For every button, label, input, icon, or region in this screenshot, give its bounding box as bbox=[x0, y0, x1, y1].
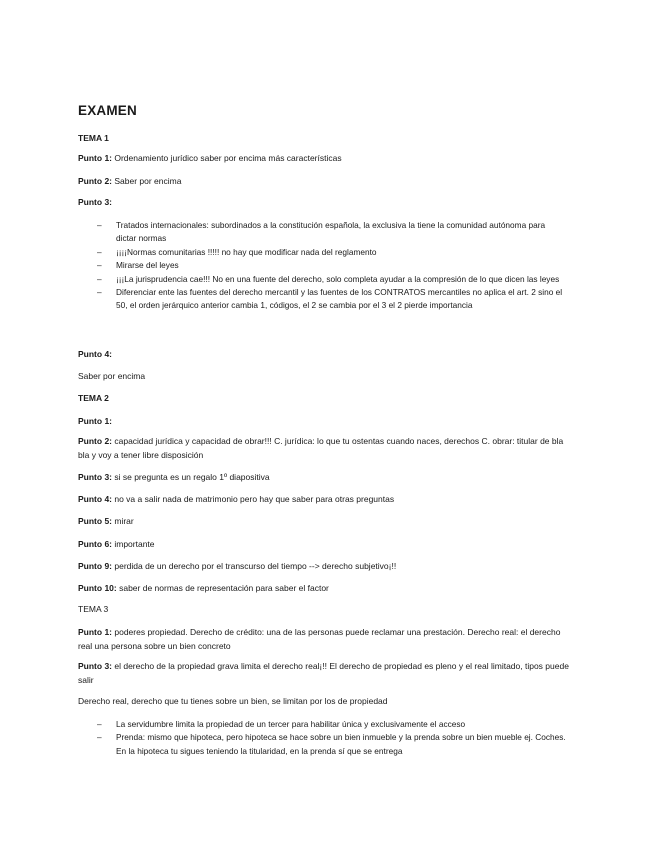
tema2-punto4 bbox=[78, 492, 394, 506]
tema1-punto1 bbox=[78, 151, 342, 165]
tema3-punto3 bbox=[78, 659, 573, 687]
tema2-punto3-label: Punto 3: bbox=[78, 472, 112, 482]
list-item: – Mirarse del leyes bbox=[97, 259, 567, 272]
tema2-punto3-text: si se pregunta es un regalo 1º diapositiva bbox=[112, 472, 270, 482]
list-item: – ¡¡¡La jurisprudencia cae!!! No en una fuente del derecho, solo completa ayudar a la compresión de lo que dicen las leyes bbox=[97, 273, 567, 286]
tema3-punto1-label: Punto 1: bbox=[78, 627, 112, 637]
tema2-punto9 bbox=[78, 559, 396, 573]
tema2-punto10-label: Punto 10: bbox=[78, 583, 117, 593]
tema2-punto6 bbox=[78, 537, 155, 551]
tema2-punto10-text: saber de normas de representación para saber el factor bbox=[116, 583, 329, 593]
tema1-punto1-label: Punto 1: bbox=[78, 153, 112, 163]
tema2-punto2-text: capacidad jurídica y capacidad de obrar!!! C. jurídica: lo que tu ostentas cuando naces, derechos C. obrar: titular de bla bla y voy a tener libre disposición bbox=[78, 436, 564, 460]
tema1-punto2-label: Punto 2: bbox=[78, 176, 112, 186]
tema3-punto1 bbox=[78, 625, 573, 653]
tema2-punto2-label: Punto 2: bbox=[78, 436, 112, 446]
list-item: – ¡¡¡¡Normas comunitarias !!!!! no hay que modificar nada del reglamento bbox=[97, 246, 567, 259]
tema2-heading: TEMA 2 bbox=[78, 393, 109, 403]
tema1-punto2-text: Saber por encima bbox=[112, 176, 182, 186]
tema2-punto10 bbox=[78, 581, 329, 595]
tema2-punto3 bbox=[78, 470, 270, 484]
tema3-heading: TEMA 3 bbox=[78, 604, 109, 614]
tema2-punto6-text: importante bbox=[112, 539, 155, 549]
list-item: – Diferenciar ente las fuentes del derecho mercantil y las fuentes de los CONTRATOS mercantiles no aplica el art. 2 sino el 50, el orden jerárquico anterior cambia 1, códigos, el 2 se cambia por el 3 el 2 pierde importancia bbox=[97, 286, 567, 313]
tema1-punto4-label: Punto 4: bbox=[78, 349, 112, 359]
tema2-punto1-label: Punto 1: bbox=[78, 416, 112, 426]
tema2-punto5 bbox=[78, 514, 134, 528]
list-item: – La servidumbre limita la propiedad de un tercer para habilitar única y exclusivamente el acceso bbox=[97, 718, 567, 731]
tema2-punto6-label: Punto 6: bbox=[78, 539, 112, 549]
document-title: EXAMEN bbox=[78, 103, 137, 118]
tema2-punto9-text: perdida de un derecho por el transcurso del tiempo --> derecho subjetivo¡!! bbox=[112, 561, 397, 571]
tema2-punto5-text: mirar bbox=[112, 516, 134, 526]
list-item: – Tratados internacionales: subordinados a la constitución española, la exclusiva la tiene la comunidad autónoma para dictar normas bbox=[97, 219, 567, 246]
tema2-punto4-text: no va a salir nada de matrimonio pero hay que saber para otras preguntas bbox=[112, 494, 395, 504]
tema1-punto4 bbox=[78, 347, 112, 361]
tema3-punto3-text: el derecho de la propiedad grava limita el derecho real¡!! El derecho de propiedad es pleno y el real limitado, tipos puede salir bbox=[78, 661, 569, 685]
tema2-punto2 bbox=[78, 434, 573, 462]
tema1-punto3 bbox=[78, 195, 112, 209]
tema1-punto3-list bbox=[97, 219, 567, 313]
tema2-punto4-label: Punto 4: bbox=[78, 494, 112, 504]
tema3-punto3-label: Punto 3: bbox=[78, 661, 112, 671]
tema2-punto1 bbox=[78, 414, 112, 428]
tema3-punto1-text: poderes propiedad. Derecho de crédito: una de las personas puede reclamar una prestación. Derecho real: el derecho real una persona sobre un bien concreto bbox=[78, 627, 561, 651]
tema1-punto4-text: Saber por encima bbox=[78, 371, 146, 381]
tema1-heading: TEMA 1 bbox=[78, 133, 109, 143]
tema3-list bbox=[97, 718, 567, 758]
tema1-punto2 bbox=[78, 174, 181, 188]
tema2-punto5-label: Punto 5: bbox=[78, 516, 112, 526]
list-item: – Prenda: mismo que hipoteca, pero hipoteca se hace sobre un bien inmueble y la prenda sobre un bien mueble ej. Coches. En la hipoteca tu sigues teniendo la titularidad, en la prenda sí que se entrega bbox=[97, 731, 567, 758]
tema3-derecho-real: Derecho real, derecho que tu tienes sobre un bien, se limitan por los de propiedad bbox=[78, 696, 388, 706]
tema2-punto9-label: Punto 9: bbox=[78, 561, 112, 571]
tema1-punto1-text: Ordenamiento jurídico saber por encima más características bbox=[112, 153, 342, 163]
tema1-punto3-label: Punto 3: bbox=[78, 197, 112, 207]
